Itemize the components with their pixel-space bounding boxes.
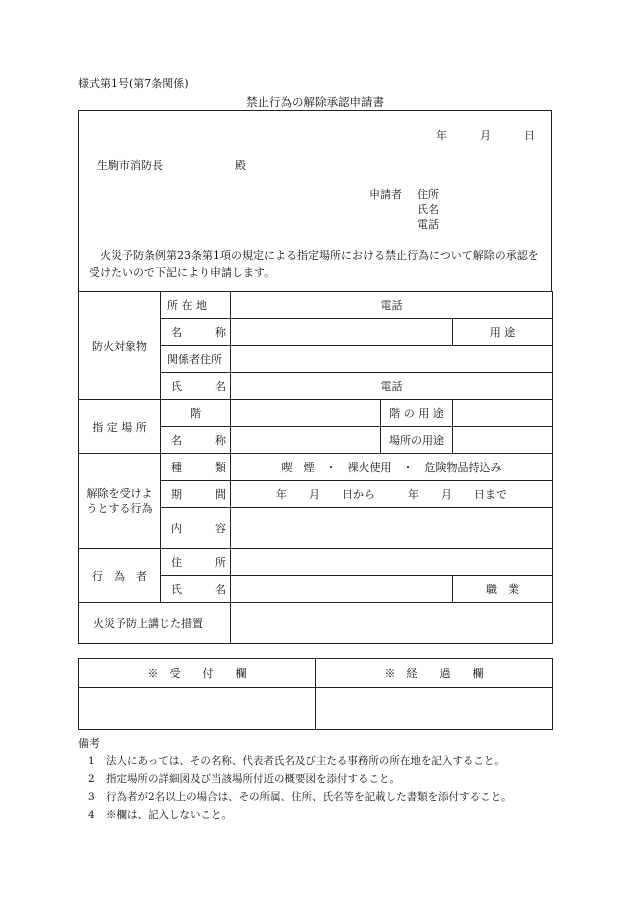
person-name-label: 氏 名 (161, 373, 231, 400)
actor-name-field[interactable] (231, 576, 453, 603)
form-title: 禁止行為の解除承認申請書 (246, 95, 384, 109)
application-statement: 火災予防条例第23条第1項の規定による指定場所における禁止行為について解除の承認を受けたいので下記により申請します。 (89, 249, 539, 279)
note-item: 1 法人にあっては、その名称、代表者氏名及び主たる事務所の所在地を記入すること。 (88, 755, 505, 767)
application-header-box (78, 110, 552, 292)
object-name-field[interactable] (231, 319, 453, 346)
actor-group-label: 行 為 者 (79, 549, 161, 603)
related-address-label: 関係者住所 (161, 346, 231, 373)
related-address-field[interactable] (231, 346, 553, 373)
notes-list (88, 752, 558, 824)
actor-name-label: 氏 名 (161, 576, 231, 603)
form-number: 様式第1号(第7条関係) (78, 77, 189, 90)
action-type-options[interactable]: 喫 煙 ・ 裸火使用 ・ 危険物品持込み (231, 454, 553, 481)
applicant-address-label[interactable]: 住所 (417, 188, 439, 201)
location-label: 所 在 地 (161, 292, 231, 319)
addressee (97, 157, 246, 173)
note-item: 4 ※欄は、記入しないこと。 (88, 809, 232, 821)
floor-use-field[interactable] (453, 400, 553, 427)
action-type-label: 種 類 (161, 454, 231, 481)
honorific: 殿 (235, 159, 246, 172)
reception-field (79, 688, 316, 730)
addressee-name: 生駒市消防長 (97, 159, 163, 172)
applicant-phone-label[interactable]: 電話 (417, 218, 439, 231)
action-period-field[interactable]: 年 月 日から 年 月 日まで (231, 481, 553, 508)
applicant-block (369, 187, 439, 232)
fire-object-group-label: 防火対象物 (79, 292, 161, 400)
object-name-label: 名 称 (161, 319, 231, 346)
floor-field[interactable] (231, 400, 381, 427)
date-month[interactable]: 月 (480, 129, 491, 142)
location-phone-label: 電話 (380, 299, 403, 312)
floor-use-label: 階 の 用 途 (381, 400, 453, 427)
action-content-label: 内 容 (161, 508, 231, 549)
date-year[interactable]: 年 (436, 129, 447, 142)
person-name-field[interactable] (231, 373, 553, 400)
person-phone-label: 電話 (380, 380, 403, 393)
office-use-table (78, 658, 553, 730)
fire-prevention-label: 火災予防上講じた措置 (79, 603, 231, 644)
application-table (78, 291, 553, 644)
floor-label: 階 (161, 400, 231, 427)
action-period-label: 期 間 (161, 481, 231, 508)
place-name-label: 名 称 (161, 427, 231, 454)
object-use-label: 用 途 (453, 319, 553, 346)
actor-address-field[interactable] (231, 549, 553, 576)
place-use-field[interactable] (453, 427, 553, 454)
date-line (436, 127, 535, 143)
applicant-name-label[interactable]: 氏名 (417, 203, 439, 216)
date-day[interactable]: 日 (524, 129, 535, 142)
actor-occupation-label: 職 業 (453, 576, 553, 603)
reception-column-header: ※ 受 付 欄 (79, 659, 316, 688)
notes-title: 備考 (78, 737, 100, 750)
progress-field (316, 688, 553, 730)
designated-place-group-label: 指 定 場 所 (79, 400, 161, 454)
place-name-field[interactable] (231, 427, 381, 454)
applicant-label: 申請者 (369, 188, 402, 201)
note-item: 3 行為者が2名以上の場合は、その所属、住所、氏名等を記載した書類を添付すること。 (88, 791, 512, 803)
note-item: 2 指定場所の詳細図及び当該場所付近の概要図を添付すること。 (88, 773, 400, 785)
place-use-label: 場所の用途 (381, 427, 453, 454)
release-action-group-label: 解除を受けようとする行為 (79, 454, 161, 549)
actor-address-label: 住 所 (161, 549, 231, 576)
fire-prevention-field[interactable] (231, 603, 553, 644)
action-content-field[interactable] (231, 508, 553, 549)
location-field[interactable] (231, 292, 553, 319)
progress-column-header: ※ 経 過 欄 (316, 659, 553, 688)
